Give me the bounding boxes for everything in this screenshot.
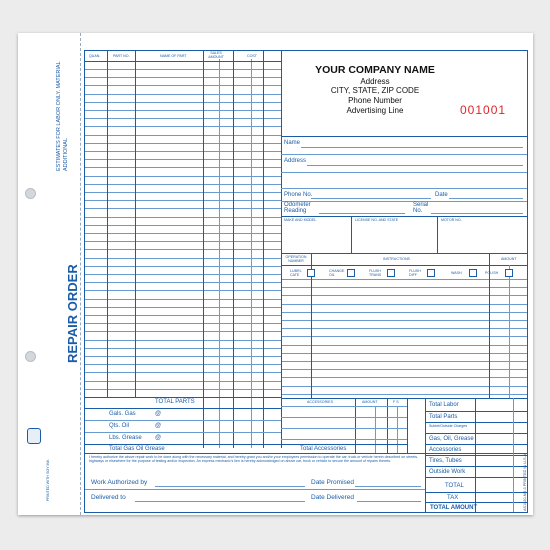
gas-oil-grease-summary-label: Gas, Oil, Grease (429, 436, 474, 442)
make-model-label: MAKE AND MODEL (284, 218, 317, 222)
service-row-line (281, 320, 527, 321)
option-flush-trans-checkbox[interactable] (387, 269, 395, 277)
soy-ink-label: PRINTED WITH SOY INK (46, 459, 50, 501)
date-promised-label: Date Promised (311, 479, 354, 486)
phone-label: Phone No. (284, 192, 313, 198)
header-part-name: NAME OF PART (160, 54, 187, 58)
service-row-line (281, 279, 527, 280)
service-row-line (281, 377, 527, 378)
service-row-line (281, 295, 527, 296)
header-part-number: PART NO. (113, 54, 130, 58)
total-label: TOTAL (445, 483, 464, 489)
punch-hole (25, 188, 36, 199)
delivered-to-label: Delivered to (91, 494, 126, 501)
tires-tubes-label: Tires, Tubes (429, 458, 462, 464)
tax-label: TAX (447, 495, 459, 501)
perforated-stub (18, 33, 81, 515)
service-row-line (281, 394, 527, 395)
company-address: Address (360, 77, 390, 86)
operation-number-header: OPERATION NUMBER (285, 255, 307, 263)
date-delivered-label: Date Delivered (311, 494, 354, 501)
serial-label: Serial No. (413, 202, 429, 214)
motor-label: MOTOR NO. (441, 218, 462, 222)
form-number: 001001 (460, 103, 507, 117)
date-delivered-field[interactable] (357, 501, 421, 502)
option-lubricate-checkbox[interactable] (307, 269, 315, 277)
oil-at: @ (155, 423, 162, 429)
total-parts-summary-label: Total Parts (429, 414, 458, 420)
option-lubricate-label: LUBRI-CATE (290, 269, 302, 277)
odometer-label: Odometer Reading (284, 202, 311, 214)
grease-label: Lbs. Grease (109, 435, 142, 441)
option-change-oil-label: CHANGE OIL (329, 269, 345, 277)
header-quantity: QUAN. (89, 54, 101, 58)
total-gas-oil-grease-label: Total Gas Oil Grease (109, 446, 165, 452)
name-field[interactable] (301, 147, 523, 148)
company-name: YOUR COMPANY NAME (315, 64, 435, 76)
option-wash-label: WASH (451, 271, 462, 275)
header-cost: COST (247, 54, 257, 58)
service-row-line (281, 328, 527, 329)
option-wash-checkbox[interactable] (469, 269, 477, 277)
instructions-header: INSTRUCTIONS (383, 257, 410, 261)
outside-work-label: Outside Work (429, 469, 466, 475)
accessories-amount-header: AMOUNT (362, 400, 378, 404)
service-row-line (281, 386, 527, 387)
work-authorized-label: Work Authorized by (91, 479, 148, 486)
license-label: LICENSE NO. AND STATE (355, 218, 399, 222)
option-polish-label: POLISH (485, 271, 499, 275)
work-authorized-field[interactable] (155, 486, 305, 487)
oil-label: Qts. Oil (109, 423, 130, 429)
total-parts-label: TOTAL PARTS (155, 399, 195, 405)
option-polish-checkbox[interactable] (505, 269, 513, 277)
serial-field[interactable] (431, 213, 523, 214)
service-row-line (281, 353, 527, 354)
date-label: Date (435, 192, 448, 198)
authorization-disclaimer: I hereby authorize the above repair work to be done along with the necessary material, and hereby grant you and/or your employees permission to operate the car, truck or vehicle herein described on streets, highways or elsewhere for the purpose of testing and/or inspection. An express mechanic's lien is hereby acknowledged on above car, truck or vehicle to secure the amount of repairs thereto. (89, 455, 419, 464)
date-field[interactable] (449, 198, 523, 199)
name-label: Name (284, 140, 301, 146)
header-sales-amount: SALES AMOUNT (208, 51, 224, 59)
phone-field[interactable] (311, 198, 431, 199)
service-row-line (281, 361, 527, 362)
amount-header: AMOUNT (501, 257, 517, 261)
soy-ink-logo (27, 428, 41, 444)
gas-at: @ (155, 411, 162, 417)
service-row-line (281, 369, 527, 370)
accessories-summary-label: Accessories (429, 447, 462, 453)
form-code: AS1020-NR-3 PRINTED IN U.S.A. (523, 452, 527, 511)
option-flush-diff-label: FLUSH DIFF (409, 269, 421, 277)
form-title: REPAIR ORDER (65, 264, 80, 363)
delivered-to-field[interactable] (135, 501, 305, 502)
option-change-oil-checkbox[interactable] (347, 269, 355, 277)
company-city-state-zip: CITY, STATE, ZIP CODE (330, 86, 420, 95)
sublet-label: Sublet/Outside Charges (429, 424, 468, 428)
accessories-fs-header: F S (393, 400, 399, 404)
option-flush-trans-label: FLUSH TRANS (369, 269, 382, 277)
date-promised-field[interactable] (355, 486, 421, 487)
total-labor-label: Total Labor (429, 402, 459, 408)
punch-hole (25, 351, 36, 362)
service-row-line (281, 287, 527, 288)
odometer-field[interactable] (319, 213, 405, 214)
option-flush-diff-checkbox[interactable] (427, 269, 435, 277)
repair-order-form-sheet (18, 33, 533, 515)
estimate-note: ESTIMATES FOR LABOR ONLY. MATERIAL ADDITIONAL (56, 61, 69, 171)
address-field[interactable] (307, 165, 523, 166)
address-label: Address (284, 158, 307, 164)
company-phone: Phone Number (348, 96, 402, 105)
form-body (84, 50, 528, 513)
service-row-line (281, 312, 527, 313)
total-amount-label: TOTAL AMOUNT (430, 505, 478, 511)
gas-label: Gals. Gas (109, 411, 136, 417)
service-row-line (281, 304, 527, 305)
service-row-line (281, 336, 527, 337)
accessories-header: ACCESSORIES (307, 400, 333, 404)
company-ad-line: Advertising Line (346, 106, 404, 115)
grease-at: @ (155, 435, 162, 441)
service-row-line (281, 345, 527, 346)
total-accessories-label: Total Accessories (300, 446, 347, 452)
